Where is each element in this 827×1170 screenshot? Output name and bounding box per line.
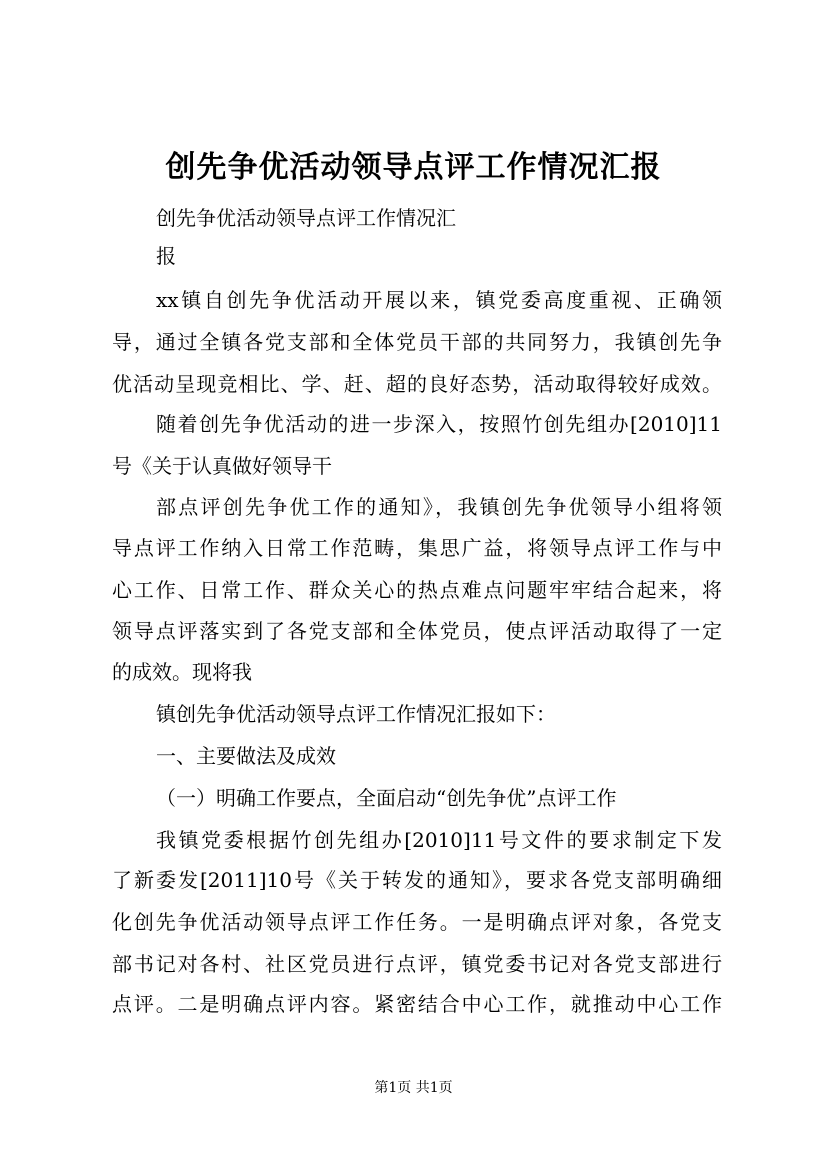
- body-line-4: 导，通过全镇各党支部和全体党员干部的共同努力，我镇创先争: [112, 330, 722, 354]
- body-line-19: 部书记对各村、社区党员进行点评，镇党委书记对各党支部进行: [112, 952, 722, 976]
- body-line-7: 号《关于认真做好领导干: [112, 454, 332, 478]
- body-line-8: 部点评创先争优工作的通知》，我镇创先争优领导小组将领: [156, 495, 722, 519]
- page-footer: 第1页 共1页: [374, 1080, 453, 1096]
- body-line-10: 心工作、日常工作、群众关心的热点难点问题牢牢结合起来，将: [112, 578, 722, 602]
- body-line-5: 优活动呈现竞相比、学、赶、超的良好态势，活动取得较好成效。: [112, 372, 722, 396]
- body-line-3: xx镇自创先争优活动开展以来，镇党委高度重视、正确领: [156, 288, 722, 312]
- body-line-11: 领导点评落实到了各党支部和全体党员，使点评活动取得了一定: [112, 619, 722, 643]
- subsection-heading-1: （一）明确工作要点，全面启动“创先争优”点评工作: [156, 786, 617, 810]
- body-line-2: 报: [156, 244, 176, 268]
- body-line-1: 创先争优活动领导点评工作情况汇: [156, 206, 456, 230]
- body-line-6: 随着创先争优活动的进一步深入，按照竹创先组办[2010]11: [156, 412, 722, 436]
- body-line-17: 了新委发[2011]10号《关于转发的通知》，要求各党支部明确细: [112, 868, 722, 892]
- body-line-20: 点评。二是明确点评内容。紧密结合中心工作，就推动中心工作: [112, 992, 722, 1016]
- body-line-9: 导点评工作纳入日常工作范畴，集思广益，将领导点评工作与中: [112, 536, 722, 560]
- body-line-13: 镇创先争优活动领导点评工作情况汇报如下：: [156, 702, 556, 726]
- document-title: 创先争优活动领导点评工作情况汇报: [165, 150, 662, 185]
- body-line-16: 我镇党委根据竹创先组办[2010]11号文件的要求制定下发: [156, 828, 722, 852]
- body-line-18: 化创先争优活动领导点评工作任务。一是明确点评对象，各党支: [112, 910, 722, 934]
- body-line-12: 的成效。现将我: [112, 660, 252, 684]
- section-heading-1: 一、主要做法及成效: [156, 744, 336, 768]
